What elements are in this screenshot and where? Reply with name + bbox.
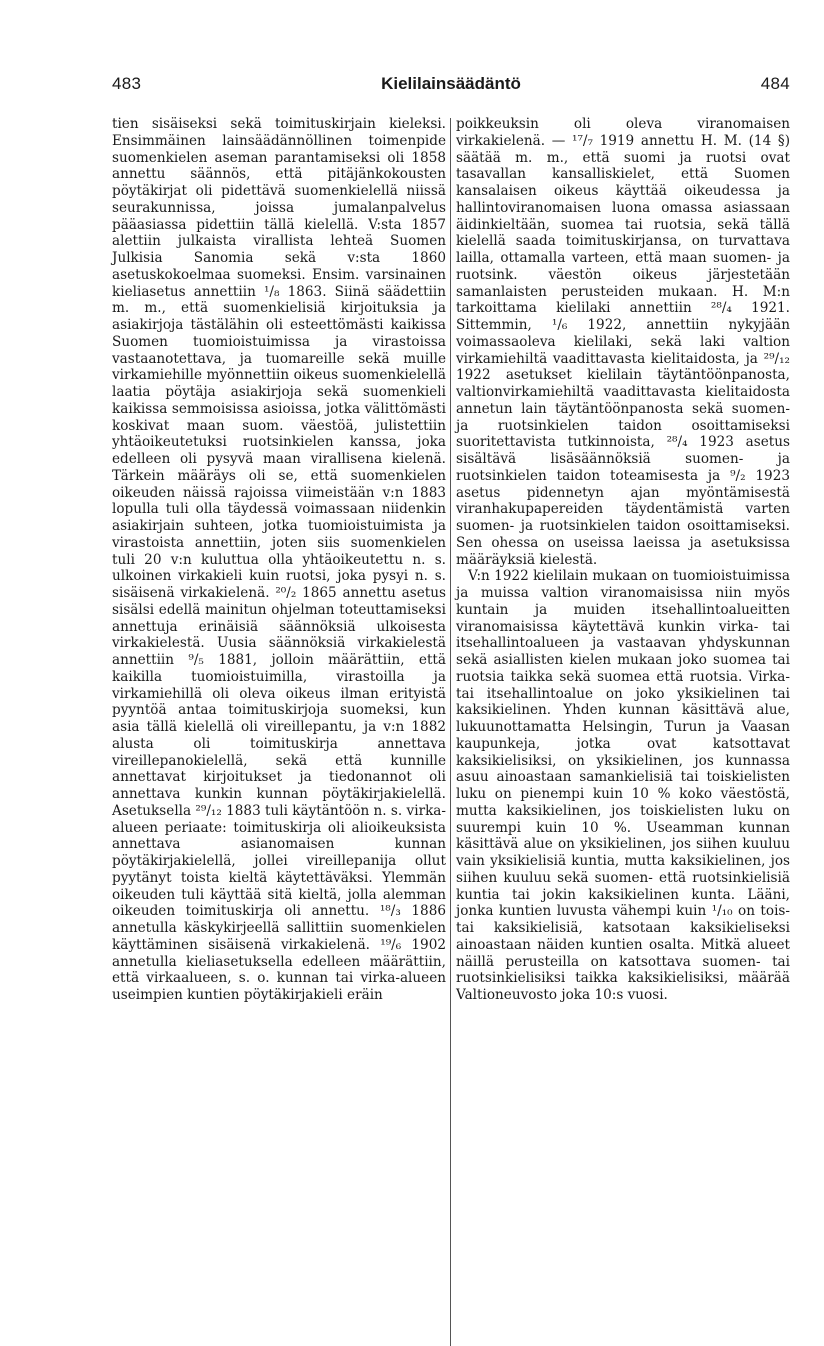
page-header [112, 74, 790, 100]
paragraph: tien sisäiseksi sekä toimituskirjain kieleksi. Ensimmäinen lainsäädännöllinen toimenpide suomenkielen aseman parantamiseksi oli 1858 annettu säännös, että pitäjänkokousten pöytäkirjat oli pidettävä suomenkielellä niissä seurakunnissa, joissa jumalanpalvelus pääasiassa pidettiin tällä kielellä. V:sta 1857 alettiin julkaista virallista lehteä Suomen Julkisia Sanomia sekä v:sta 1860 asetuskokoelmaa suomeksi. Ensim. varsinainen kieliasetus annettiin ¹/₈ 1863. Siinä säädettiin m. m., että suomenkielisiä kirjoituksia ja asiakirjoja tästälähin oli esteettömästi kaikissa Suomen tuomioistuimissa ja virastoissa vastaanotettava, ja tuomareille sekä muille virkamiehille myönnettiin oikeus suomenkielellä laatia pöytäja asiakirjoja sekä suomenkieli kaikissa semmoisissa asioissa, jotka välittömästi koskivat maan suom. väestöä, julistettiin yhtäoikeutetuksi ruotsinkielen kanssa, joka edelleen oli pysyvä maan virallisena kielenä. Tärkein määräys oli se, että suomenkielen oikeuden näissä rajoissa viimeistään v:n 1883 lopulla tuli olla täydessä voimassaan niidenkin asiakirjain suhteen, jotka tuomioistuimista ja virastoista annettiin, joten siis suomenkielen tuli 20 v:n kuluttua olla yhtäoikeutettu n. s. ulkoinen virkakieli kuin ruotsi, joka pysyi n. s. sisäisenä virkakielenä. ²⁰/₂ 1865 annettu asetus sisälsi edellä mainitun ohjelman toteuttamiseksi annettuja erinäisiä säännöksiä ulkoisesta virkakielestä. Uusia säännöksiä virkakielestä annettiin ⁹/₅ 1881, jolloin määrättiin, että kaikilla tuomioistuimilla, virastoilla ja virkamiehillä oli oleva oikeus ilman erityistä pyyntöä antaa toimituskirjoja suomeksi, kun asia tällä kielellä oli vireillepantu, ja v:n 1882 alusta oli toimituskirja annettava vireillepanokielellä, sekä että kunnille annettavat kirjoitukset ja tiedonannot oli annettava kunkin kunnan pöytäkirjakielellä. Asetuksella ²⁹/₁₂ 1883 tuli käytäntöön n. s. virka-alueen periaate: toimituskirja oli alioikeuksista annettava asianomaisen kunnan pöytäkirjakielellä, jollei vireillepanija ollut pyytänyt toista kieltä käytettäväksi. Ylemmän oikeuden tuli käyttää sitä kieltä, jolla alemman oikeuden toimituskirja oli annettu. ¹⁸/₃ 1886 annetulla käskykirjeellä sallittiin suomenkielen käyttäminen sisäisenä virkakielenä. ¹⁹/₆ 1902 annetulla kieliasetuksella edelleen määrättiin, että virkaalueen, s. o. kunnan tai virka-alueen useimpien kuntien pöytäkirjakieli eräin [112, 116, 447, 1003]
right-column [456, 116, 790, 1004]
left-column [112, 116, 446, 1004]
running-title: Kielilainsäädäntö [381, 74, 521, 93]
paragraph: poikkeuksin oli oleva viranomaisen virkakielenä. — ¹⁷/₇ 1919 annettu H. M. (14 §) säätää m. m., että suomi ja ruotsi ovat tasavallan kansalliskielet, että Suomen kansalaisen oikeus käyttää oikeudessa ja hallintoviranomaisen luona omassa asiassaan äidinkieltään, suomea tai ruotsia, sekä tällä kielellä saada toimituskirjansa, on turvattava lailla, ottamalla varteen, että maan suomen- ja ruotsink. väestön oikeus järjestetään samanlaisten perusteiden mukaan. H. M:n tarkoittama kielilaki annettiin ²⁸/₄ 1921. Sittemmin, ¹/₆ 1922, annettiin nykyjään voimassaoleva kielilaki, sekä laki valtion virkamiehiltä vaadittavasta kielitaidosta, ja ²⁹/₁₂ 1922 asetukset kielilain täytäntöönpanosta, valtionvirkamiehiltä vaadittavasta kielitaidosta annetun lain täytäntöönpanosta sekä suomen- ja ruotsinkielen taidon osoittamiseksi suoritettavista tutkinnoista, ²⁸/₄ 1923 asetus sisältävä lisäsäännöksiä suomen- ja ruotsinkielen taidon toteamisesta ja ⁹/₂ 1923 asetus pidennetyn ajan myöntämisestä viranhakupapereiden täydentämistä varten suomen- ja ruotsinkielen taidon osoittamiseksi. Sen ohessa on useissa laeissa ja asetuksissa määräyksiä kielestä. [456, 116, 790, 568]
column-divider [450, 118, 451, 1346]
left-page-number: 483 [112, 74, 142, 93]
right-page-number: 484 [760, 74, 790, 93]
paragraph: V:n 1922 kielilain mukaan on tuomioistuimissa ja muissa valtion viranomaisissa niin myös kuntain ja muiden itsehallintoalueitten viranomaisissa käytettävä kunkin virka- tai itsehallintoalueen ja vastaavan yhdyskunnan sekä asiallisten kielen mukaan joko suomea tai ruotsia taikka sekä suomea että ruotsia. Virka- tai itsehallintoalue on joko yksikielinen tai kaksikielinen. Yhden kunnan käsittävä alue, lukuunottamatta Helsingin, Turun ja Vaasan kaupunkeja, jotka ovat katsottavat kaksikielisiksi, on yksikielinen, jos kunnassa asuu ainoastaan samankielisiä tai toiskielisten luku on pienempi kuin 10 % koko väestöstä, mutta kaksikielinen, jos toiskielisten luku on suurempi kuin 10 %. Useamman kunnan käsittävä alue on yksikielinen, jos siihen kuuluu vain yksikielisiä kuntia, mutta kaksikielinen, jos siihen kuuluu sekä suomen- että ruotsinkielisiä kuntia tai jokin kaksikielinen kunta. Lääni, jonka kuntien luvusta vähempi kuin ¹/₁₀ on tois- tai kaksikielisiä, katsotaan kaksikieliseksi ainoastaan näiden kuntien osalta. Mitkä alueet näillä perusteilla on katsottava suomen- tai ruotsinkielisiksi taikka kaksikielisiksi, määrää Valtioneuvosto joka 10:s vuosi. [456, 568, 790, 1003]
